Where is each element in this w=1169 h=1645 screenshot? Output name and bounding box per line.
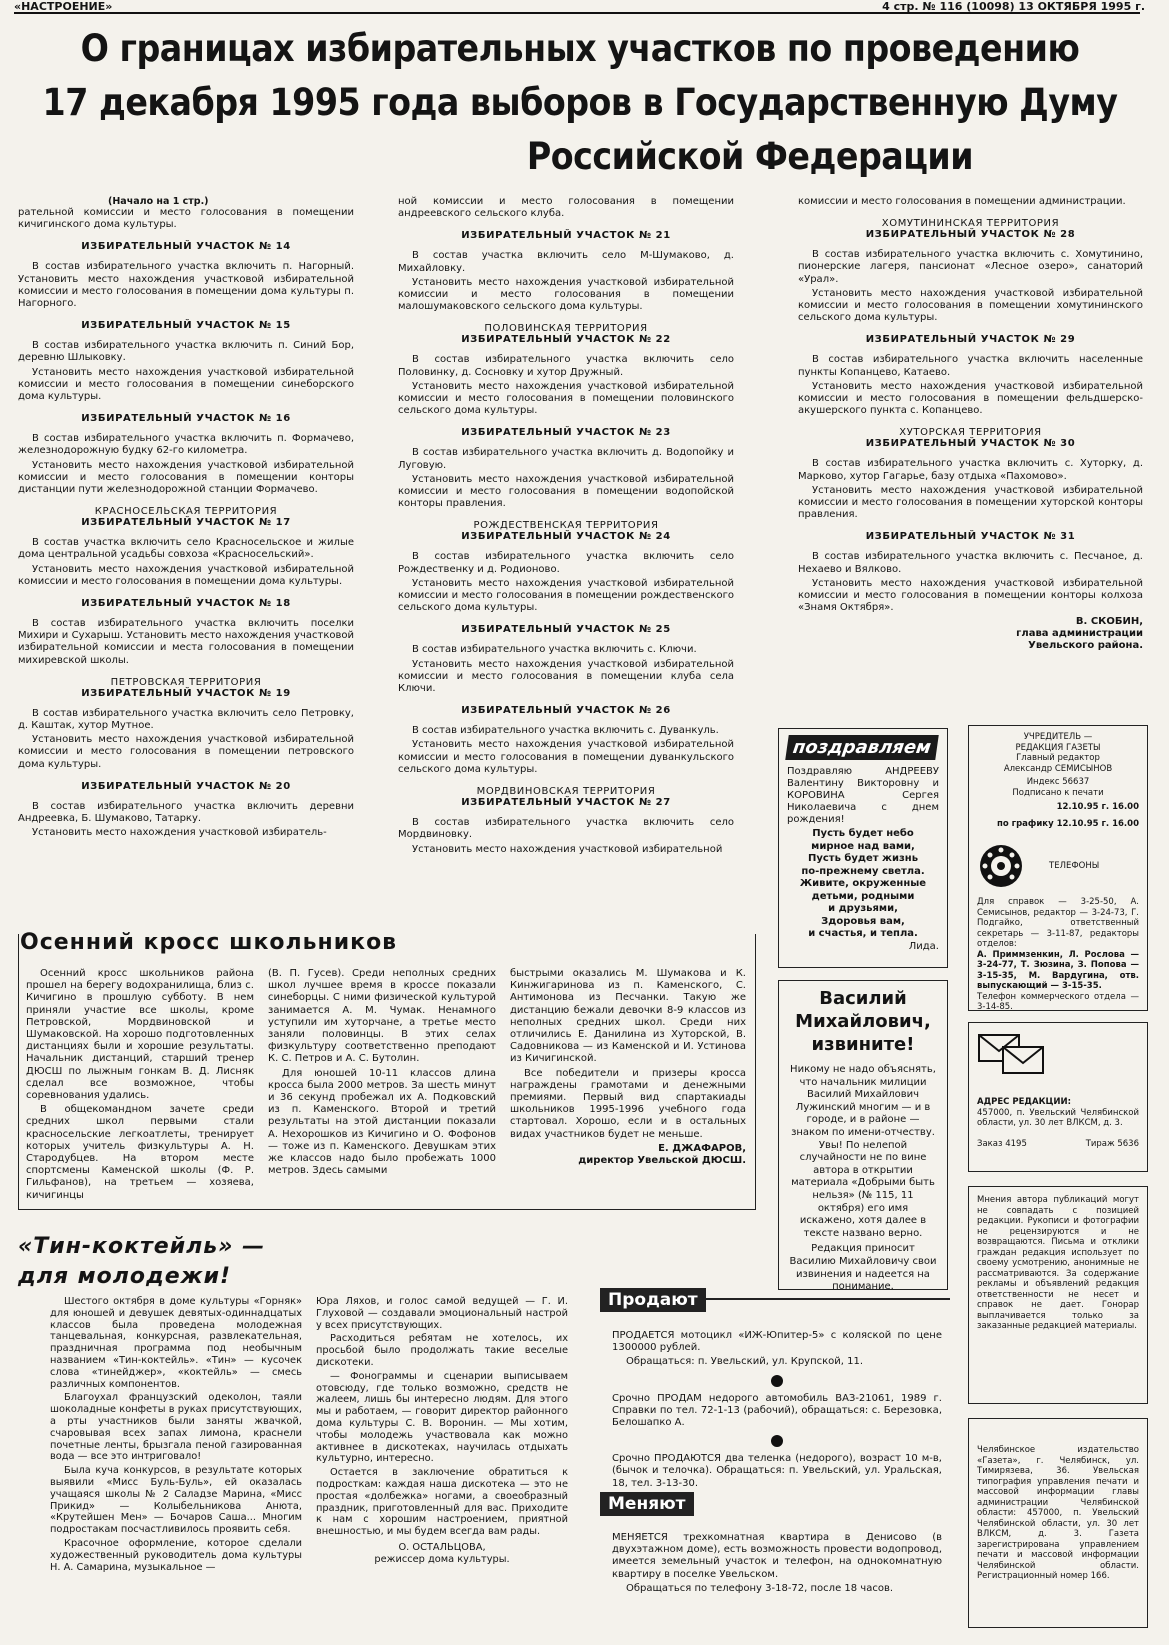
address-title: АДРЕС РЕДАКЦИИ:: [977, 1097, 1072, 1107]
section-heading-27: ИЗБИРАТЕЛЬНЫЙ УЧАСТОК № 27: [461, 797, 671, 809]
cross-column-3: [510, 968, 746, 1167]
print-run: Тираж 5636: [1085, 1138, 1139, 1149]
masthead-box: [968, 725, 1148, 1011]
congratulations-signature: Лида.: [908, 940, 939, 952]
editorial-notice-box: [968, 1186, 1148, 1404]
paragraph: Установить место нахождения участковой избирательной комиссии и место голосования в помещении конторы дистанции пути железнодорожной станции Формачево.: [18, 459, 354, 496]
tin-column-1: [50, 1296, 302, 1575]
paragraph: Благоухал французский одеколон, таяли шоколадные конфеты в руках присутствующих, а рты участников были заняты жвачкой, счаровывая всех запах лимона, краснели почетные ленты, брызгала пеной газированная вода — все это интриговало!: [50, 1392, 302, 1463]
section-heading-17: ИЗБИРАТЕЛЬНЫЙ УЧАСТОК № 17: [81, 517, 291, 529]
header-rule: [14, 12, 1140, 14]
bullet-icon: [771, 1435, 783, 1447]
apology-text-2: Редакция приносит Василию Михайловичу свои извинения и надеется на понимание.: [789, 1243, 937, 1293]
signature-title: режиссер дома культуры.: [374, 1553, 510, 1565]
paragraph: В состав избирательного участка включить с. Хомутинино, пионерские лагеря, пансионат «Лесное озеро», санаторий «Урал».: [798, 249, 1143, 285]
sell-ads: [612, 1330, 942, 1492]
poem-line: Пусть будет жизнь: [807, 853, 919, 864]
poem-line: детьми, родными: [811, 890, 915, 902]
paragraph: Установить место нахождения участковой избирательной комиссии и место голосования в помещении петровского дома культуры.: [18, 734, 354, 770]
page-headline: [20, 22, 1140, 184]
publisher-text: Челябинское издательство «Газета», г. Челябинск, ул. Тимирязева, 36. Увельская типография управления печати и массовой информации главы администрации Челябинской области: 457000, п. Увельский Челябинской области, ул. 30 лет ВЛКСМ, д. 3. Газета зарегистрирована управлением печати и массовой информации Челябинской области. Регистрационный номер 166.: [977, 1445, 1139, 1581]
election-column-3: [798, 196, 1143, 652]
paragraph: В состав участка включить село Красносельское и жилые дома центральной усадьбы совхоза «Красносельский».: [18, 537, 354, 561]
paragraph: Установить место нахождения участковой избирательной комиссии и место голосования в помещении клуба села Ключи.: [398, 658, 734, 695]
congratulations-box: [778, 728, 948, 968]
paragraph: Установить место нахождения участковой избирательной комиссии и место голосования в помещении хуторской конторы правления.: [798, 484, 1143, 521]
territory-heading: ПОЛОВИНСКАЯ ТЕРРИТОРИЯ: [484, 323, 648, 335]
cross-article-title: Осенний кросс школьников: [20, 930, 403, 955]
signature-name: О. ОСТАЛЬЦОВА,: [398, 1541, 486, 1553]
tin-title-line-1: «Тин-коктейль» —: [18, 1234, 266, 1259]
signature-title: Увельского района.: [1028, 640, 1143, 652]
tin-title-line-2: для молодежи!: [18, 1264, 232, 1289]
masthead-publisher: РЕДАКЦИЯ ГАЗЕТЫ: [1015, 742, 1101, 753]
paragraph: В состав избирательного участка включить п. Синий Бор, деревню Шлыковку.: [18, 340, 354, 364]
section-heading-23: ИЗБИРАТЕЛЬНЫЙ УЧАСТОК № 23: [461, 427, 671, 439]
section-heading-19: ИЗБИРАТЕЛЬНЫЙ УЧАСТОК № 19: [81, 687, 291, 699]
paragraph: Установить место нахождения участковой избирательной комиссии и место голосования в помещении рождественского сельского дома культуры.: [398, 577, 734, 614]
cross-column-2: [268, 968, 496, 1179]
paragraph: В состав избирательного участка включить с. Дуванкуль.: [412, 725, 719, 737]
election-column-2: [398, 196, 734, 858]
paragraph: Установить место нахождения участковой избирательной комиссии и место голосования в помещении хомутининского сельского дома культуры.: [798, 287, 1143, 324]
masthead-founder: УЧРЕДИТЕЛЬ —: [1023, 732, 1093, 742]
territory-heading: ХУТОРСКАЯ ТЕРРИТОРИЯ: [899, 427, 1042, 439]
apology-title: Василий Михайлович, извините!: [795, 988, 931, 1055]
section-heading-22: ИЗБИРАТЕЛЬНЫЙ УЧАСТОК № 22: [461, 334, 671, 346]
paragraph: В состав избирательного участка включить с. Песчаное, д. Нехаево и Вялково.: [798, 551, 1143, 575]
poem-line: и друзьями,: [828, 903, 898, 914]
swap-ads: [612, 1532, 942, 1597]
election-column-1: [18, 196, 354, 842]
address-box: [968, 1022, 1148, 1172]
territory-heading: КРАСНОСЕЛЬСКАЯ ТЕРРИТОРИЯ: [94, 506, 278, 518]
section-heading-31: ИЗБИРАТЕЛЬНЫЙ УЧАСТОК № 31: [865, 531, 1076, 543]
paragraph: В состав избирательного участка включить деревни Андреевка, Б. Шумаково, Татарку.: [18, 800, 354, 825]
masthead-editor-title: Главный редактор: [1016, 753, 1100, 763]
paragraph: — Фонограммы и сценарии выписываем отовсюду, где только возможно, средств не жалеем, лишь бы интересно людям. Для этого мы и работаем, — говорит директор районного дома культуры С. В. Воронин. — Мы хотим, чтобы молодежь участвовала как можно активнее в дискотеках, научилась отдыхать культурно, интересно.: [316, 1370, 568, 1465]
paragraph: В общекомандном зачете среди средних школ первыми стали красносельские легкоатлеты, тренирует которых учитель физкультуры А. Н. Стародубцев. На втором месте спортсмены Каменской школы (Ф. Р. Гильфанов), на третьем — хозяева, кичигинцы: [26, 1104, 254, 1201]
paragraph: Установить место нахождения участковой избиратель-: [32, 827, 327, 839]
masthead-signed: Подписано к печати: [1012, 787, 1104, 798]
publisher-box: [968, 1418, 1148, 1628]
paragraph: Установить место нахождения участковой избирательной комиссии и место голосования в помещении водопойской конторы правления.: [398, 473, 734, 510]
paragraph: рательной комиссии и место голосования в помещении кичигинского дома культуры.: [18, 207, 354, 231]
signature-name: В. СКОБИН,: [1075, 616, 1143, 628]
order-number: Заказ 4195: [977, 1138, 1027, 1149]
paragraph: В состав избирательного участка включить поселки Михири и Сухарыш. Установить место нахождения участковой избирательной комиссии и места голосования в помещении михиревской школы.: [18, 618, 354, 666]
territory-heading: МОРДВИНОВСКАЯ ТЕРРИТОРИЯ: [476, 786, 656, 798]
swap-ads-label: Меняют: [600, 1492, 694, 1516]
phones-text-2: А. Приммзенкин, Л. Рослова — 3-24-77, Т. Зюзина, З. Попова — 3-15-35, М. Вардугина, отв. выпускающий — 3-15-35.: [977, 949, 1139, 991]
editorial-notice-text: Мнения автора публикаций могут не совпадать с позицией редакции. Рукописи и фотографии не рецензируются и не возвращаются. Письма и отклики граждан редакция использует по своему усмотрению, анонимные не рассматриваются. За содержание рекламы и объявлений редакция ответственности не несет и справок не дает. Гонорар выплачивается только за заказанные редакцией материалы.: [977, 1195, 1139, 1331]
headline-line-3: Российской Федерации: [526, 135, 974, 178]
paragraph: Остается в заключение обратиться к подросткам: каждая наша дискотека — это не простая «долбежка» ногами, а своеобразный праздник, приготовленный для вас. Приходите к нам с хорошим настроением, приятной внешностью, и мы будем всегда вам рады.: [316, 1467, 568, 1538]
header-issue-info: 4 стр. № 116 (10098) 13 ОКТЯБРЯ 1995 г.: [882, 0, 1145, 13]
paragraph: В состав избирательного участка включить село Петровку, д. Каштак, хутор Мутное.: [18, 707, 354, 732]
poem-line: Здоровья вам,: [821, 915, 905, 927]
sell-ads-label: Продают: [600, 1288, 706, 1312]
masthead-date: 12.10.95 г. 16.00: [1056, 802, 1139, 812]
phones-text: Для справок — 3-25-50, А. Семисынов, редактор — 3-24-73, Г. Подгайко, ответственный секретарь — 3-11-87, редакторы отделов:: [977, 897, 1139, 949]
tin-column-2: [316, 1296, 568, 1566]
section-heading-26: ИЗБИРАТЕЛЬНЫЙ УЧАСТОК № 26: [461, 705, 671, 717]
section-heading-21: ИЗБИРАТЕЛЬНЫЙ УЧАСТОК № 21: [461, 230, 671, 242]
paragraph: В состав избирательного участка включить населенные пункты Копанцево, Катаево.: [798, 354, 1143, 378]
header-newspaper-name: «НАСТРОЕНИЕ»: [14, 0, 113, 13]
paragraph: В состав избирательного участка включить п. Формачево, железнодорожную будку 62-го километра.: [18, 433, 354, 457]
poem-line: Пусть будет небо: [812, 828, 914, 839]
masthead-editor-name: Александр СЕМИСЫНОВ: [1003, 763, 1113, 774]
signature-title: директор Увельской ДЮСШ.: [578, 1154, 746, 1166]
paragraph: В состав избирательного участка включить п. Нагорный. Установить место нахождения участковой избирательной комиссии и место голосования в помещении дома культуры п. Нагорного.: [18, 261, 354, 310]
paragraph: Все победители и призеры кросса награждены грамотами и денежными премиями. Первый вид спартакиады школьников 1995-1996 учебного года стартовал. Хорошо, если и в остальных видах участников будет не меньше.: [510, 1067, 746, 1140]
ad-text: МЕНЯЕТСЯ трехкомнатная квартира в Денисово (в двухэтажном доме), есть возможность провести водопровод, имеется земельный участок и телефон, на однокомнатную квартиру в поселке Увельском.: [612, 1532, 942, 1580]
section-heading-20: ИЗБИРАТЕЛЬНЫЙ УЧАСТОК № 20: [81, 780, 291, 792]
ad-text: Срочно ПРОДАЮТСЯ два теленка (недорого), возраст 10 м-в, (бычок и телочка). Обращаться: п. Увельский, ул. Уральская, 18, тел. 3-13-30.: [612, 1453, 942, 1489]
paragraph: Красочное оформление, которое сделали художественный руководитель дома культуры Н. А. Самарина, музыкальное —: [50, 1537, 302, 1573]
ad-text: ПРОДАЕТСЯ мотоцикл «ИЖ-Юпитер-5» с коляской по цене 1300000 рублей.: [612, 1330, 942, 1354]
paragraph: (В. П. Гусев). Среди неполных средних школ лучшее время в кроссе показали синеборцы. С ними физической культурой занимается А. М. Чумак. Ненамного уступили им хуторчане, а третье место заняли половинцы. В этих селах физкультуру соответственно преподают К. С. Петров и А. С. Бутолин.: [268, 968, 496, 1065]
paragraph: В состав избирательного участка включить д. Водопойку и Луговую.: [398, 447, 734, 471]
congratulations-poem: [787, 828, 939, 941]
telephone-icon: [977, 843, 1025, 889]
ad-text: Срочно ПРОДАМ недорого автомобиль ВАЗ-21061, 1989 г. Справки по тел. 72-1-13 (рабочий), обращаться: с. Березовка, Белошапко А.: [612, 1392, 942, 1429]
paragraph: Юра Ляхов, и голос самой ведущей — Г. И. Глуховой — создавали эмоциональный настрой у всех присутствующих.: [316, 1296, 568, 1331]
paragraph: В состав избирательного участка включить село Мордвиновку.: [398, 817, 734, 841]
paragraph: В состав участка включить село М-Шумаково, д. Михайловку.: [398, 250, 734, 274]
paragraph: Установить место нахождения участковой избирательной комиссии и место голосования в помещении фельдшерско-акушерского пункта с. Копанцево.: [798, 380, 1143, 417]
signature-name: Е. ДЖАФАРОВ,: [658, 1142, 746, 1154]
section-heading-15: ИЗБИРАТЕЛЬНЫЙ УЧАСТОК № 15: [81, 320, 291, 332]
section-heading-25: ИЗБИРАТЕЛЬНЫЙ УЧАСТОК № 25: [461, 624, 671, 636]
paragraph: Установить место нахождения участковой избирательной комиссии и место голосования в помещении дома культуры.: [18, 563, 354, 587]
paragraph: В состав избирательного участка включить с. Хуторку, д. Марково, хутор Гагарье, базу отдыха «Пахомово».: [798, 458, 1143, 482]
ad-text: Обращаться по телефону 3-18-72, после 18 часов.: [626, 1582, 894, 1594]
paragraph: Установить место нахождения участковой избирательной комиссии и место голосования в помещении половинского сельского дома культуры.: [398, 380, 734, 417]
cross-column-1: [26, 968, 254, 1204]
address-text: 457000, п. Увельский Челябинской области, ул. 30 лет ВЛКСМ, д. 3.: [977, 1107, 1139, 1128]
phones-text-3: Телефон коммерческого отдела — 3-14-85.: [977, 991, 1139, 1012]
paragraph: В состав избирательного участка включить село Рождественку и д. Родионово.: [398, 551, 734, 575]
paragraph: Установить место нахождения участковой избирательной комиссии и место голосования в помещении дуванкульского сельского дома культуры.: [398, 739, 734, 775]
section-heading-24: ИЗБИРАТЕЛЬНЫЙ УЧАСТОК № 24: [461, 531, 671, 543]
apology-box: [778, 980, 948, 1293]
signature-title: глава администрации: [1016, 628, 1143, 640]
bullet-icon: [771, 1375, 783, 1387]
territory-heading: ПЕТРОВСКАЯ ТЕРРИТОРИЯ: [110, 676, 262, 688]
ad-text: Обращаться: п. Увельский, ул. Крупской, 11.: [626, 1356, 864, 1368]
section-heading-14: ИЗБИРАТЕЛЬНЫЙ УЧАСТОК № 14: [81, 241, 291, 253]
poem-line: Живите, окруженные: [799, 878, 927, 889]
paragraph: В состав избирательного участка включить с. Ключи.: [412, 644, 697, 656]
paragraph: быстрыми оказались М. Шумакова и К. Кинжигаринова из п. Каменского, С. Антимонова из Песчанки. Такую же дистанцию бежали девочки 8-9 классов из неполных средних школ. Среди них отличились Е. Данилина из Хуторской, В. Садовникова — из Каменской и И. Устинова из Кичигинской.: [510, 968, 746, 1065]
paragraph: Осенний кросс школьников района прошел на берегу водохранилища, близ с. Кичигино в прошлую субботу. В нем приняли участие все школы, кроме Петровской, Мордвиновской и Шумаковской. На хорошо подготовленных дистанциях были и хорошие результаты. Начальник дистанций, старший тренер ДЮСШ по лыжным гонкам В. Д. Лисняк сделал все возможное, чтобы соревнования удались.: [26, 968, 254, 1102]
paragraph: Для юношей 10-11 классов длина кросса была 2000 метров. За шесть минут и 36 секунд пробежал их А. Подковский из п. Каменского. Второй и третий результаты на этой дистанции показали А. Нехорошков из Кичигино и О. Фофонов — тоже из п. Каменского. Девушкам этих же классов надо было пробежать 1000 метров. Здесь самыми: [268, 1067, 496, 1177]
section-heading-29: ИЗБИРАТЕЛЬНЫЙ УЧАСТОК № 29: [865, 334, 1076, 346]
paragraph: В состав избирательного участка включить село Половинку, д. Сосновку и хутор Дружный.: [398, 354, 734, 378]
section-heading-16: ИЗБИРАТЕЛЬНЫЙ УЧАСТОК № 16: [81, 413, 291, 425]
apology-text: Никому не надо объяснять, что начальник милиции Василий Михайлович Лужинский многим — и в городе, и в районе — знаком по имени-отчеству. Увы! По нелепой случайности не по вине автора в открытии материала «Добрыми быть нельзя» (№ 115, 11 октября) его имя искажено, хотя далее в тексте названо верно.: [790, 1064, 936, 1239]
phones-title: ТЕЛЕФОНЫ: [1049, 860, 1100, 871]
masthead-index: Индекс 56637: [1026, 777, 1090, 787]
paragraph: Шестого октября в доме культуры «Горняк» для юношей и девушек девятых-одиннадцатых классов была проведена молодежная танцевальная, конкурсная, развлекательная, праздничная программа под необычным названием «Тин-коктейль». «Тин» — кусочек слова «тинейджер», «коктейль» — смесь различных компонентов.: [50, 1296, 302, 1390]
paragraph: комиссии и место голосования в помещении администрации.: [798, 196, 1126, 207]
poem-line: по-прежнему светла.: [801, 865, 925, 877]
poem-line: и счастья, и тепла.: [808, 928, 918, 939]
paragraph: Установить место нахождения участковой избирательной комиссии и место голосования в помещении синеборского дома культуры.: [18, 366, 354, 403]
congratulations-text: Поздравляю АНДРЕЕВУ Валентину Викторовну и КОРОВИНА Сергея Николаевича с днем рождения!: [787, 766, 939, 825]
section-heading-18: ИЗБИРАТЕЛЬНЫЙ УЧАСТОК № 18: [81, 598, 291, 610]
poem-line: мирное над вами,: [811, 840, 915, 852]
headline-line-2: 17 декабря 1995 года выборов в Государственную Думу: [42, 81, 1118, 124]
paragraph: Была куча конкурсов, в результате которых выявили «Мисс Буль-Буль», ей оказалась учащаяся школы № 2 Саладзе Марина, «Мисс Прикид» — Колыбельникова Анюта, «Крутейшен Мен» — Бочаров Саша... Многим подростакам посчастливилось проявить себя.: [50, 1465, 302, 1536]
paragraph: Расходиться ребятам не хотелось, их просьбой было продолжать такие веселые дискотеки.: [316, 1333, 568, 1368]
headline-line-1: О границах избирательных участков по проведению: [80, 27, 1080, 70]
territory-heading: РОЖДЕСТВЕНСКАЯ ТЕРРИТОРИЯ: [473, 520, 659, 532]
paragraph: Установить место нахождения участковой избирательной: [412, 843, 723, 855]
paragraph: Установить место нахождения участковой избирательной комиссии и место голосования в помещении конторы колхоза «Знамя Октября».: [798, 577, 1143, 614]
territory-heading: ХОМУТИНИНСКАЯ ТЕРРИТОРИЯ: [881, 218, 1060, 230]
tin-article-title: [18, 1232, 265, 1292]
continued-note: (Начало на 1 стр.): [108, 196, 209, 207]
congratulations-banner: поздравляем: [785, 735, 938, 760]
paragraph: ной комиссии и место голосования в помещении андреевского сельского клуба.: [398, 196, 734, 220]
masthead-schedule: по графику 12.10.95 г. 16.00: [996, 818, 1139, 829]
envelopes-icon: [977, 1029, 1047, 1079]
section-heading-28: ИЗБИРАТЕЛЬНЫЙ УЧАСТОК № 28: [865, 229, 1076, 241]
section-heading-30: ИЗБИРАТЕЛЬНЫЙ УЧАСТОК № 30: [865, 438, 1076, 450]
paragraph: Установить место нахождения участковой избирательной комиссии и место голосования в помещении малошумаковского сельского дома культуры.: [398, 276, 734, 313]
